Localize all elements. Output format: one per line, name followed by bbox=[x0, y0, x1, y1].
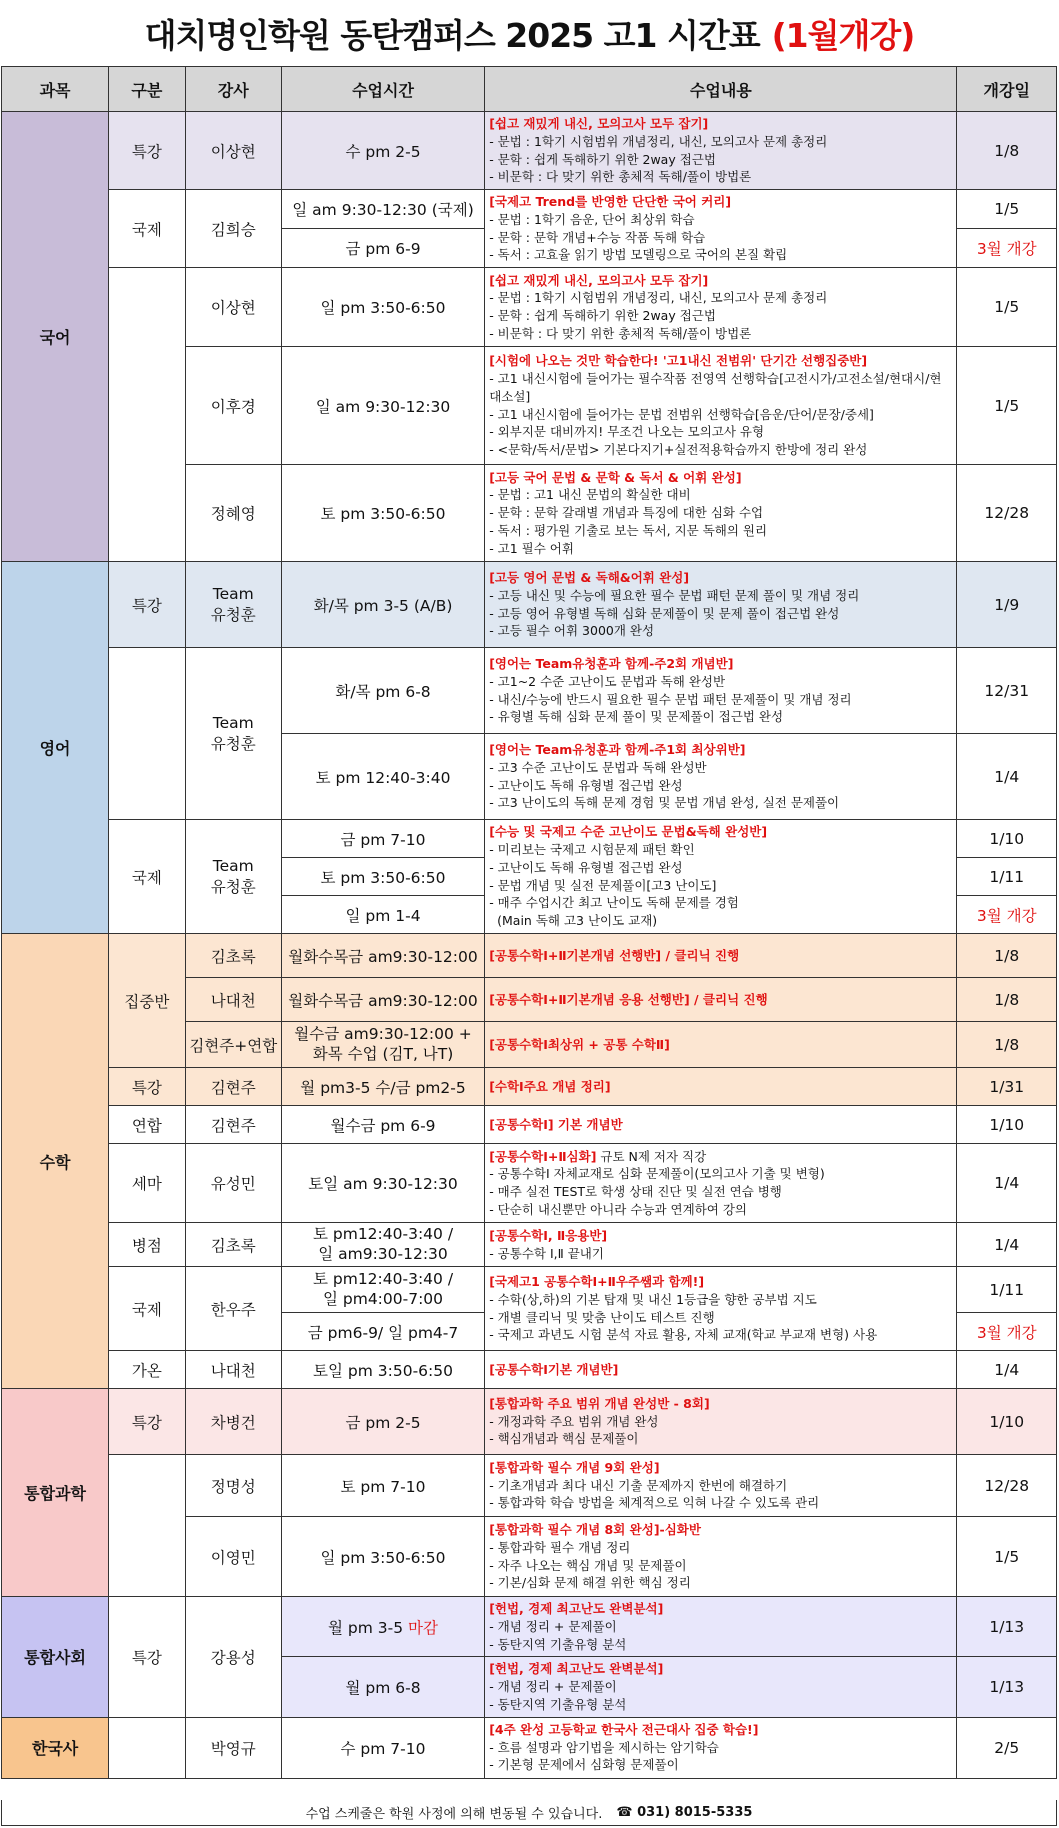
content-cell: [국제고 Trend를 반영한 단단한 국어 커리] - 문법 : 1학기 음운, 단어 최상위 학습 - 문학 : 문학 개념+수능 작품 독해 학습 - 독서 : 고효율 읽기 방법 모델링으로 국어의 본질 확립 bbox=[485, 190, 957, 268]
type-cell: 국제 bbox=[109, 190, 186, 268]
time-cell: 금 pm 2-5 bbox=[281, 1389, 484, 1455]
time-cell: 월화수목금 am9:30-12:00 bbox=[281, 978, 484, 1022]
time-cell: 월수금 am9:30-12:00 + 화목 수업 (김T, 나T) bbox=[281, 1022, 484, 1068]
teacher-cell: Team 유청훈 bbox=[185, 648, 281, 820]
content-cell: [공통수학Ⅰ, Ⅱ응용반] - 공통수학 Ⅰ,Ⅱ 끝내기 bbox=[485, 1223, 957, 1267]
page-title bbox=[0, 0, 1059, 66]
type-cell: 가온 bbox=[109, 1351, 186, 1389]
table-row bbox=[2, 934, 1057, 978]
type-cell: 특강 bbox=[109, 112, 186, 190]
subject-history: 한국사 bbox=[2, 1717, 109, 1778]
time-cell: 토 pm 7-10 bbox=[281, 1455, 484, 1517]
table-row bbox=[2, 112, 1057, 190]
table-row bbox=[2, 1389, 1057, 1455]
subject-social: 통합사회 bbox=[2, 1597, 109, 1718]
subject-science: 통합과학 bbox=[2, 1389, 109, 1597]
content-cell: [공통수학Ⅰ최상위 + 공통 수학Ⅱ] bbox=[485, 1022, 957, 1068]
header-teacher: 강사 bbox=[185, 67, 281, 112]
time-cell: 토 pm 3:50-6:50 bbox=[281, 858, 484, 896]
time-cell: 화/목 pm 6-8 bbox=[281, 648, 484, 734]
content-cell: [4주 완성 고등학교 한국사 전근대사 집중 학습!] - 흐름 설명과 암기법을 제시하는 암기학습 - 기본형 문제에서 심화형 문제풀이 bbox=[485, 1717, 957, 1778]
time-cell: 수 pm 2-5 bbox=[281, 112, 484, 190]
date-cell: 1/4 bbox=[957, 1351, 1057, 1389]
time-cell: 수 pm 7-10 bbox=[281, 1717, 484, 1778]
header-content: 수업내용 bbox=[485, 67, 957, 112]
date-cell: 1/11 bbox=[957, 858, 1057, 896]
type-cell-empty bbox=[109, 268, 186, 562]
table-row bbox=[2, 1455, 1057, 1517]
date-cell: 1/8 bbox=[957, 112, 1057, 190]
content-cell: [통합과학 주요 범위 개념 완성반 - 8회] - 개정과학 주요 범위 개념 완성 - 핵심개념과 핵심 문제풀이 bbox=[485, 1389, 957, 1455]
content-cell: [영어는 Team유청훈과 함께-주2회 개념반] - 고1~2 수준 고난이도 문법과 독해 완성반 - 내신/수능에 반드시 필요한 필수 문법 패턴 문제풀이 및 개념 정리 - 유형별 독해 심화 문제 풀이 및 문제풀이 접근법 완성 bbox=[485, 648, 957, 734]
type-cell-empty bbox=[109, 1717, 186, 1778]
date-cell: 1/10 bbox=[957, 1389, 1057, 1455]
table-row bbox=[2, 1106, 1057, 1144]
time-cell: 금 pm 7-10 bbox=[281, 820, 484, 858]
type-cell: 연합 bbox=[109, 1106, 186, 1144]
date-cell: 1/4 bbox=[957, 734, 1057, 820]
type-cell: 특강 bbox=[109, 562, 186, 648]
table-row bbox=[2, 1717, 1057, 1778]
time-cell: 월수금 pm 6-9 bbox=[281, 1106, 484, 1144]
subject-english: 영어 bbox=[2, 562, 109, 934]
date-cell: 12/28 bbox=[957, 465, 1057, 562]
teacher-cell: 이상현 bbox=[185, 268, 281, 347]
type-cell: 특강 bbox=[109, 1389, 186, 1455]
time-cell: 금 pm 6-9 bbox=[281, 229, 484, 268]
date-cell: 1/5 bbox=[957, 347, 1057, 465]
date-cell: 1/10 bbox=[957, 820, 1057, 858]
title-main: 대치명인학원 동탄캠퍼스 2025 고1 시간표 bbox=[144, 15, 760, 55]
teacher-cell: 유성민 bbox=[185, 1144, 281, 1223]
table-row bbox=[2, 268, 1057, 347]
table-row bbox=[2, 190, 1057, 229]
teacher-cell: 차병건 bbox=[185, 1389, 281, 1455]
date-cell: 1/8 bbox=[957, 978, 1057, 1022]
type-cell: 특강 bbox=[109, 1068, 186, 1106]
type-cell: 국제 bbox=[109, 1267, 186, 1351]
time-cell: 화/목 pm 3-5 (A/B) bbox=[281, 562, 484, 648]
time-cell: 일 pm 3:50-6:50 bbox=[281, 1517, 484, 1597]
type-cell: 특강 bbox=[109, 1597, 186, 1718]
teacher-cell: 나대천 bbox=[185, 1351, 281, 1389]
date-cell: 1/4 bbox=[957, 1144, 1057, 1223]
teacher-cell: 강용성 bbox=[185, 1597, 281, 1718]
header-type: 구분 bbox=[109, 67, 186, 112]
content-cell: [쉽고 재밌게 내신, 모의고사 모두 잡기] - 문법 : 1학기 시험범위 개념정리, 내신, 모의고사 문제 총정리 - 문학 : 쉽게 독해하기 위한 2way 접근법 - 비문학 : 다 맞기 위한 총체적 독해/풀이 방법론 bbox=[485, 112, 957, 190]
date-cell: 3월 개강 bbox=[957, 896, 1057, 934]
timetable bbox=[1, 66, 1057, 1779]
date-cell: 1/13 bbox=[957, 1597, 1057, 1657]
header-row bbox=[2, 67, 1057, 112]
teacher-cell: 정명성 bbox=[185, 1455, 281, 1517]
time-cell: 토 pm 3:50-6:50 bbox=[281, 465, 484, 562]
time-cell: 월 pm3-5 수/금 pm2-5 bbox=[281, 1068, 484, 1106]
teacher-cell: 정혜영 bbox=[185, 465, 281, 562]
subject-math: 수학 bbox=[2, 934, 109, 1389]
teacher-cell: 이영민 bbox=[185, 1517, 281, 1597]
teacher-cell: 김현주 bbox=[185, 1068, 281, 1106]
date-cell: 1/11 bbox=[957, 1267, 1057, 1313]
time-cell: 토 pm 12:40-3:40 bbox=[281, 734, 484, 820]
content-cell: [쉽고 재밌게 내신, 모의고사 모두 잡기] - 문법 : 1학기 시험범위 개념정리, 내신, 모의고사 문제 총정리 - 문학 : 쉽게 독해하기 위한 2way 접근법 - 비문학 : 다 맞기 위한 총체적 독해/풀이 방법론 bbox=[485, 268, 957, 347]
phone-number: ☎ 031) 8015-5335 bbox=[616, 1805, 753, 1820]
date-cell: 3월 개강 bbox=[957, 1313, 1057, 1351]
time-cell: 금 pm6-9/ 일 pm4-7 bbox=[281, 1313, 484, 1351]
date-cell: 1/8 bbox=[957, 934, 1057, 978]
type-cell-empty bbox=[109, 648, 186, 820]
type-cell: 국제 bbox=[109, 820, 186, 934]
date-cell: 1/13 bbox=[957, 1657, 1057, 1717]
content-cell: [공통수학Ⅰ+Ⅱ기본개념 선행반] / 클리닉 진행 bbox=[485, 934, 957, 978]
date-cell: 12/28 bbox=[957, 1455, 1057, 1517]
time-cell: 일 am 9:30-12:30 bbox=[281, 347, 484, 465]
table-row bbox=[2, 1267, 1057, 1313]
header-date: 개강일 bbox=[957, 67, 1057, 112]
date-cell: 12/31 bbox=[957, 648, 1057, 734]
content-cell: [공통수학Ⅰ+Ⅱ기본개념 응용 선행반] / 클리닉 진행 bbox=[485, 978, 957, 1022]
content-cell: [시험에 나오는 것만 학습한다! '고1내신 전범위' 단기간 선행집중반] - 고1 내신시험에 들어가는 필수작품 전영역 선행학습[고전시가/고전소설/현대시/현대소설] - 고1 내신시험에 들어가는 문법 전범위 선행학습[음운/단어/문장/중세] - 외부지문 대비까지! 무조건 나오는 모의고사 유형 - <문학/독서/문법> 기본다지기+실전적용학습까지 한방에 정리 완성 bbox=[485, 347, 957, 465]
type-cell: 병점 bbox=[109, 1223, 186, 1267]
table-row bbox=[2, 1144, 1057, 1223]
content-cell: [공통수학Ⅰ+Ⅱ심화] 규토 N제 저자 직강 - 공통수학Ⅰ 자체교재로 심화 문제풀이(모의고사 기출 및 변형) - 매주 실전 TEST로 학생 상태 진단 및 실전 연습 병행 - 단순히 내신뿐만 아니라 수능과 연계하여 강의 bbox=[485, 1144, 957, 1223]
header-time: 수업시간 bbox=[281, 67, 484, 112]
content-cell: [공통수학Ⅰ기본 개념반] bbox=[485, 1351, 957, 1389]
time-cell: 월화수목금 am9:30-12:00 bbox=[281, 934, 484, 978]
teacher-cell: 김현주+연합 bbox=[185, 1022, 281, 1068]
table-row bbox=[2, 820, 1057, 858]
teacher-cell: 나대천 bbox=[185, 978, 281, 1022]
content-cell: [고등 국어 문법 & 문학 & 독서 & 어휘 완성] - 문법 : 고1 내신 문법의 확실한 대비 - 문학 : 문학 갈래별 개념과 특징에 대한 심화 수업 - 독서 : 평가원 기출로 보는 독서, 지문 독해의 원리 - 고1 필수 어휘 bbox=[485, 465, 957, 562]
date-cell: 3월 개강 bbox=[957, 229, 1057, 268]
date-cell: 1/9 bbox=[957, 562, 1057, 648]
date-cell: 1/5 bbox=[957, 1517, 1057, 1597]
time-cell: 토 pm12:40-3:40 / 일 am9:30-12:30 bbox=[281, 1223, 484, 1267]
teacher-cell: 김초록 bbox=[185, 1223, 281, 1267]
teacher-cell: 김희승 bbox=[185, 190, 281, 268]
teacher-cell: 김현주 bbox=[185, 1106, 281, 1144]
date-cell: 1/5 bbox=[957, 190, 1057, 229]
time-cell: 토 pm12:40-3:40 / 일 pm4:00-7:00 bbox=[281, 1267, 484, 1313]
date-cell: 1/10 bbox=[957, 1106, 1057, 1144]
date-cell: 1/8 bbox=[957, 1022, 1057, 1068]
time-cell: 일 pm 1-4 bbox=[281, 896, 484, 934]
table-row bbox=[2, 1597, 1057, 1657]
content-cell: [통합과학 필수 개념 8회 완성]-심화반 - 통합과학 필수 개념 정리 - 자주 나오는 핵심 개념 및 문제풀이 - 기본/심화 문제 해결 위한 핵심 정리 bbox=[485, 1517, 957, 1597]
content-cell: [헌법, 경제 최고난도 완벽분석] - 개념 정리 + 문제풀이 - 동탄지역 기출유형 분석 bbox=[485, 1597, 957, 1657]
teacher-cell: 한우주 bbox=[185, 1267, 281, 1351]
table-row bbox=[2, 648, 1057, 734]
table-row bbox=[2, 562, 1057, 648]
date-cell: 1/4 bbox=[957, 1223, 1057, 1267]
footer-notice bbox=[1, 1800, 1057, 1826]
date-cell: 2/5 bbox=[957, 1717, 1057, 1778]
content-cell: [영어는 Team유청훈과 함께-주1회 최상위반] - 고3 수준 고난이도 문법과 독해 완성반 - 고난이도 독해 유형별 접근법 완성 - 고3 난이도의 독해 문제 경험 및 문법 개념 완성, 실전 문제풀이 bbox=[485, 734, 957, 820]
teacher-cell: 이후경 bbox=[185, 347, 281, 465]
time-cell: 토일 pm 3:50-6:50 bbox=[281, 1351, 484, 1389]
content-cell: [헌법, 경제 최고난도 완벽분석] - 개념 정리 + 문제풀이 - 동탄지역 기출유형 분석 bbox=[485, 1657, 957, 1717]
teacher-cell: Team 유청훈 bbox=[185, 562, 281, 648]
title-highlight: (1월개강) bbox=[771, 15, 915, 55]
teacher-cell: 박영규 bbox=[185, 1717, 281, 1778]
time-cell: 토일 am 9:30-12:30 bbox=[281, 1144, 484, 1223]
table-row bbox=[2, 1068, 1057, 1106]
teacher-cell: 김초록 bbox=[185, 934, 281, 978]
closed-badge: 마감 bbox=[408, 1618, 438, 1637]
type-cell: 집중반 bbox=[109, 934, 186, 1068]
table-row bbox=[2, 1223, 1057, 1267]
time-cell: 월 pm 3-5 마감 bbox=[281, 1597, 484, 1657]
time-cell: 일 am 9:30-12:30 (국제) bbox=[281, 190, 484, 229]
subject-korean: 국어 bbox=[2, 112, 109, 562]
time-cell: 일 pm 3:50-6:50 bbox=[281, 268, 484, 347]
teacher-cell: Team 유청훈 bbox=[185, 820, 281, 934]
content-cell: [고등 영어 문법 & 독해&어휘 완성] - 고등 내신 및 수능에 필요한 필수 문법 패턴 문제 풀이 및 개념 정리 - 고등 영어 유형별 독해 심화 문제풀이 및 문제 풀이 접근법 완성 - 고등 필수 어휘 3000개 완성 bbox=[485, 562, 957, 648]
type-cell-empty bbox=[109, 1455, 186, 1597]
date-cell: 1/31 bbox=[957, 1068, 1057, 1106]
table-row bbox=[2, 1351, 1057, 1389]
time-cell: 월 pm 6-8 bbox=[281, 1657, 484, 1717]
content-cell: [수능 및 국제고 수준 고난이도 문법&독해 완성반] - 미리보는 국제고 시험문제 패턴 확인 - 고난이도 독해 유형별 접근법 완성 - 문법 개념 및 실전 문제풀이[고3 난이도] - 매주 수업시간 최고 난이도 독해 문제를 경험 (Main 독해 고3 난이도 교재) bbox=[485, 820, 957, 934]
content-cell: [공통수학Ⅰ] 기본 개념반 bbox=[485, 1106, 957, 1144]
date-cell: 1/5 bbox=[957, 268, 1057, 347]
content-cell: [국제고1 공통수학Ⅰ+Ⅱ우주쌤과 함께!] - 수학(상,하)의 기본 탑재 및 내신 1등급을 향한 공부법 지도 - 개별 클리닉 및 맞춤 난이도 테스트 진행 - 국제고 과년도 시험 분석 자료 활용, 자체 교재(학교 부교재 변형) 사용 bbox=[485, 1267, 957, 1351]
notice-text: 수업 스케줄은 학원 사정에 의해 변동될 수 있습니다. bbox=[305, 1807, 603, 1822]
type-cell: 세마 bbox=[109, 1144, 186, 1223]
teacher-cell: 이상현 bbox=[185, 112, 281, 190]
content-cell: [통합과학 필수 개념 9회 완성] - 기초개념과 최다 내신 기출 문제까지 한번에 해결하기 - 통합과학 학습 방법을 체계적으로 익혀 나갈 수 있도록 관리 bbox=[485, 1455, 957, 1517]
header-subject: 과목 bbox=[2, 67, 109, 112]
content-cell: [수학Ⅰ주요 개념 정리] bbox=[485, 1068, 957, 1106]
